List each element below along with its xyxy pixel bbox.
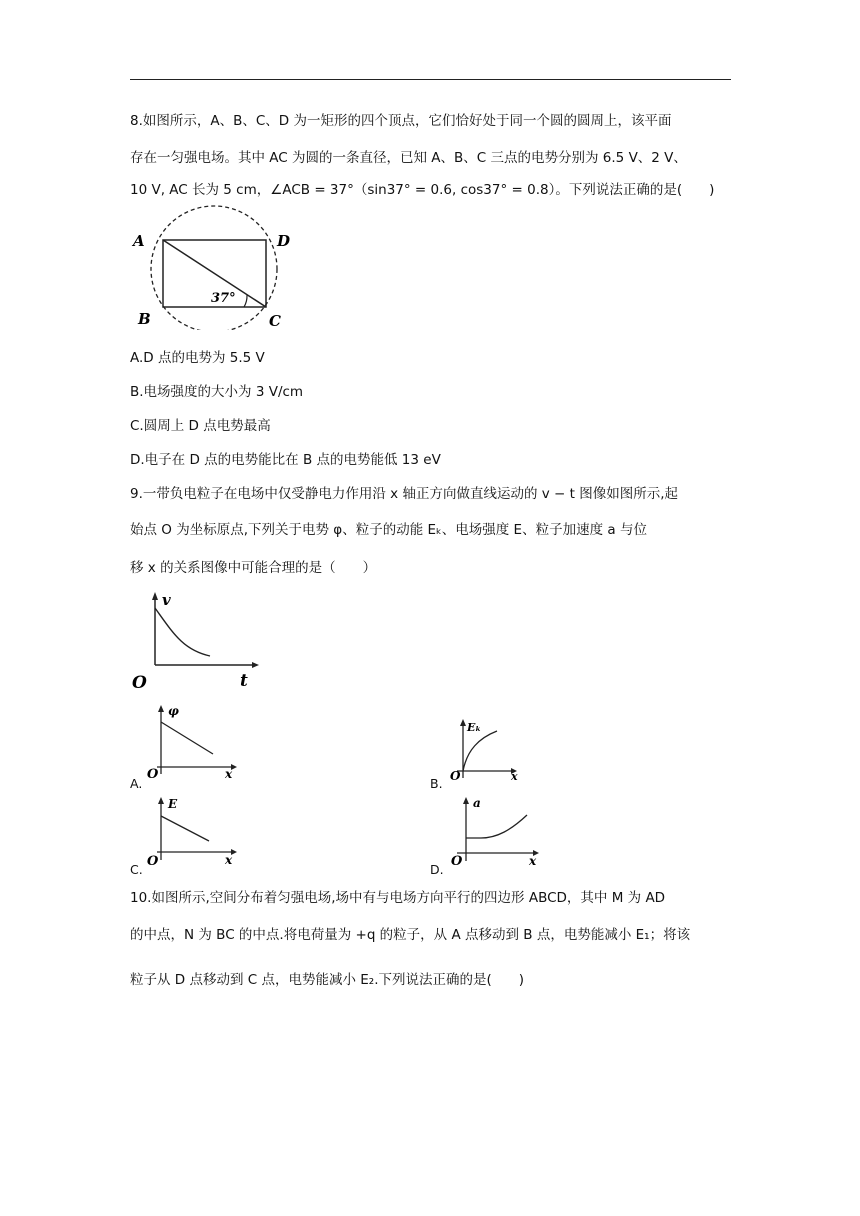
q9-line-2: 始点 O 为坐标原点,下列关于电势 φ、粒子的动能 Eₖ、电场强度 E、粒子加速度 a 与位: [130, 522, 647, 538]
vertex-d-label: D: [277, 232, 291, 250]
vt-y-label: v: [162, 591, 171, 609]
q8-line-3: 10 V, AC 长为 5 cm，∠ACB = 37°（sin37° = 0.6, cos37° = 0.8）。下列说法正确的是( ): [130, 182, 715, 198]
q8-option-c: C.圆周上 D 点电势最高: [130, 418, 271, 434]
option-a-y-label: φ: [168, 704, 179, 718]
q9-line-1: 9.一带负电粒子在电场中仅受静电力作用沿 x 轴正方向做直线运动的 v − t 图像如图所示,起: [130, 486, 679, 502]
q8-line-2: 存在一匀强电场。其中 AC 为圆的一条直径，已知 A、B、C 三点的电势分别为 6.5 V、2 V、: [130, 150, 687, 166]
q9-option-d-graph: [445, 794, 545, 870]
q9-line-3: 移 x 的关系图像中可能合理的是（ ）: [130, 560, 377, 576]
header-rule: [130, 79, 731, 80]
option-a-origin: O: [147, 767, 159, 782]
q9-vt-graph: [128, 588, 263, 693]
option-c-origin: O: [147, 854, 159, 869]
angle-label: 37°: [211, 291, 236, 306]
q8-line-1: 8.如图所示，A、B、C、D 为一矩形的四个顶点，它们恰好处于同一个圆的圆周上，该平面: [130, 113, 672, 129]
q9-option-d-label: D.: [430, 862, 444, 877]
option-d-y-label: a: [473, 796, 481, 810]
q10-line-2: 的中点，N 为 BC 的中点.将电荷量为 +q 的粒子，从 A 点移动到 B 点，电势能减小 E₁；将该: [130, 927, 691, 943]
q9-option-a-graph: [143, 702, 243, 782]
q9-option-a-label: A.: [130, 776, 143, 791]
vt-x-label: t: [240, 671, 248, 691]
vertex-c-label: C: [269, 312, 281, 330]
q10-line-1: 10.如图所示,空间分布着匀强电场,场中有与电场方向平行的四边形 ABCD，其中 M 为 AD: [130, 890, 666, 906]
q8-option-d: D.电子在 D 点的电势能比在 B 点的电势能低 13 eV: [130, 452, 441, 468]
option-b-x-label: x: [511, 770, 518, 782]
option-b-origin: O: [450, 769, 461, 782]
q9-option-b-label: B.: [430, 776, 443, 791]
q8-option-b: B.电场强度的大小为 3 V/cm: [130, 384, 304, 400]
option-c-x-label: x: [225, 853, 233, 867]
q8-rectangle-circle-figure: [130, 205, 300, 330]
vt-origin-label: O: [132, 673, 147, 693]
option-d-x-label: x: [529, 854, 537, 868]
q9-option-b-graph: [445, 716, 525, 782]
q9-option-c-label: C.: [130, 862, 143, 877]
option-d-origin: O: [451, 854, 463, 869]
vertex-a-label: A: [133, 232, 145, 250]
option-c-y-label: E: [168, 797, 178, 811]
vertex-b-label: B: [138, 310, 151, 328]
option-b-y-label: Eₖ: [467, 721, 482, 734]
q9-option-c-graph: [143, 794, 243, 870]
q8-option-a: A.D 点的电势为 5.5 V: [130, 350, 265, 366]
option-a-x-label: x: [225, 767, 233, 781]
q10-line-3: 粒子从 D 点移动到 C 点，电势能减小 E₂.下列说法正确的是( ): [130, 972, 525, 988]
